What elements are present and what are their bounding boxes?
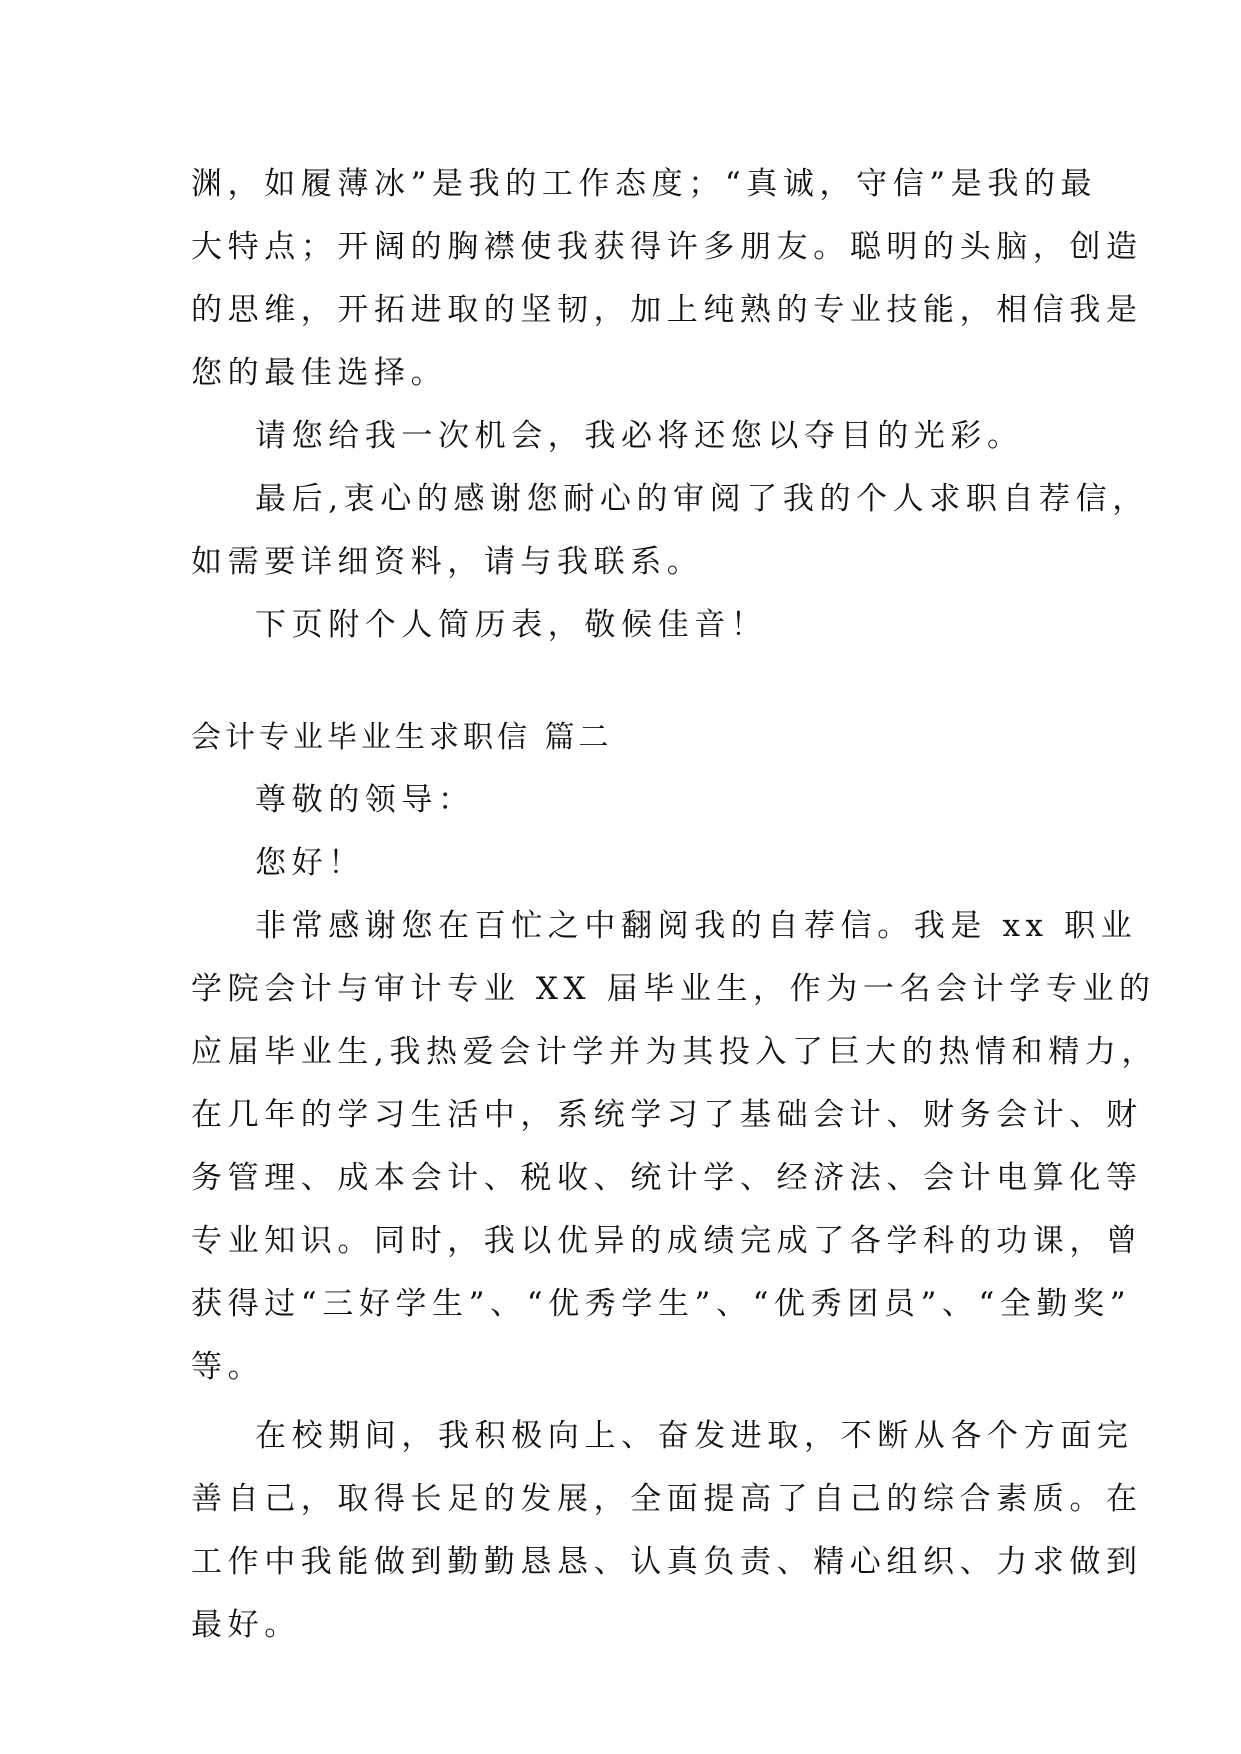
greeting: 您好！ — [255, 845, 365, 881]
salutation: 尊敬的领导： — [255, 782, 475, 818]
text-line: 工作中我能做到勤勤恳恳、认真负责、精心组织、力求做到 — [191, 1544, 1143, 1580]
paragraph-request-chance: 请您给我一次机会，我必将还您以夺目的光彩。 — [255, 418, 1024, 454]
paragraph-school-performance — [191, 1405, 1143, 1657]
text-line: 您的最佳选择。 — [191, 355, 448, 391]
text-line: 最后,衷心的感谢您耐心的审阅了我的个人求职自荐信， — [255, 481, 1149, 517]
section-heading: 会计专业毕业生求职信 篇二 — [191, 720, 613, 755]
text-line: 务管理、成本会计、税收、统计学、经济法、会计电算化等 — [191, 1160, 1143, 1196]
text-line: 应届毕业生,我热爱会计学并为其投入了巨大的热情和精力， — [191, 1034, 1159, 1070]
paragraph-resume-note: 下页附个人简历表，敬候佳音！ — [255, 607, 768, 643]
text-line: 非常感谢您在百忙之中翻阅我的自荐信。我是 xx 职业 — [255, 908, 1138, 944]
text-line: 专业知识。同时，我以优异的成绩完成了各学科的功课，曾 — [191, 1223, 1143, 1259]
text-line: 在校期间，我积极向上、奋发进取，不断从各个方面完 — [255, 1418, 1134, 1454]
text-line: 等。 — [191, 1349, 265, 1385]
paragraph-continuation — [191, 153, 1143, 405]
text-line: 的思维，开拓进取的坚韧，加上纯熟的专业技能，相信我是 — [191, 292, 1143, 328]
text-line: 大特点；开阔的胸襟使我获得许多朋友。聪明的头脑，创造 — [191, 229, 1143, 265]
paragraph-introduction — [191, 895, 1159, 1399]
text-line: 渊，如履薄冰”是我的工作态度；“真诚，守信”是我的最 — [191, 166, 1098, 202]
text-line: 善自己，取得长足的发展，全面提高了自己的综合素质。在 — [191, 1481, 1143, 1517]
document-body — [191, 153, 1159, 1657]
text-line: 学院会计与审计专业 XX 届毕业生，作为一名会计学专业的 — [191, 971, 1156, 1007]
text-line: 获得过“三好学生”、“优秀学生”、“优秀团员”、“全勤奖” — [191, 1286, 1132, 1322]
text-line: 如需要详细资料，请与我联系。 — [191, 544, 704, 580]
paragraph-closing-thanks — [191, 468, 1149, 594]
text-line: 在几年的学习生活中，系统学习了基础会计、财务会计、财 — [191, 1097, 1143, 1133]
text-line: 最好。 — [191, 1607, 301, 1643]
